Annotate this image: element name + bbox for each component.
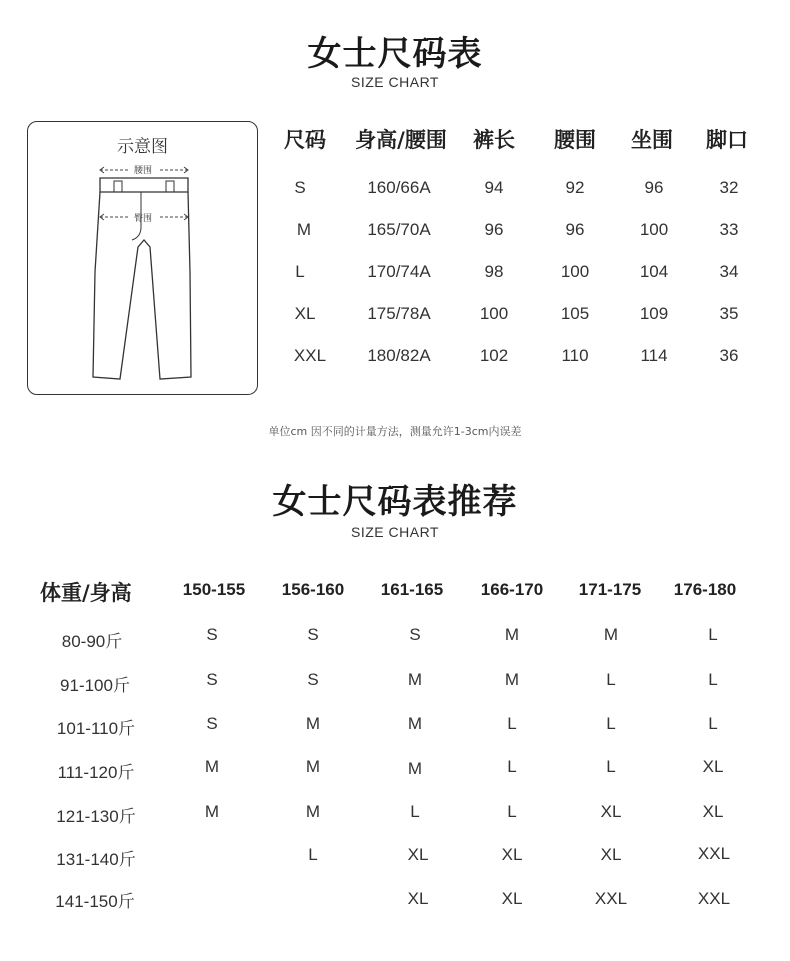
- rec-cell: L: [708, 714, 718, 733]
- cell-waist: 110: [561, 346, 589, 365]
- rec-cell: S: [206, 625, 218, 644]
- rec-cell: M: [204, 802, 220, 821]
- cell-size: L: [295, 262, 305, 281]
- weight-label: 111-120斤: [57, 763, 135, 782]
- rec-cell: L: [410, 802, 420, 821]
- rec-cell: S: [206, 714, 218, 733]
- rec-cell: S: [206, 670, 218, 689]
- rec-cell: S: [409, 625, 421, 644]
- hip-label: 臀围: [133, 214, 153, 224]
- rec-cell: M: [407, 759, 423, 778]
- cell-height-waist: 165/70A: [367, 220, 431, 239]
- cell-height-waist: 170/74A: [367, 262, 431, 281]
- cell-waist: 105: [560, 304, 590, 323]
- cell-hem: 34: [719, 262, 739, 281]
- weight-label: 101-110斤: [56, 719, 136, 738]
- cell-height-waist: 175/78A: [367, 304, 431, 323]
- rec-cell: XL: [501, 845, 523, 864]
- cell-waist: 92: [565, 178, 585, 197]
- recommendation-subtitle: SIZE CHART: [351, 524, 439, 540]
- size-chart-subtitle: SIZE CHART: [351, 74, 439, 90]
- rec-cell: L: [606, 714, 616, 733]
- rec-cell: XXL: [697, 889, 731, 908]
- rec-cell: L: [708, 670, 718, 689]
- rec-cell: M: [504, 625, 520, 644]
- cell-hem: 35: [719, 304, 739, 323]
- cell-size: XL: [294, 304, 316, 323]
- rec-cell: XL: [702, 757, 724, 776]
- cell-hip: 114: [640, 346, 668, 365]
- cell-waist: 96: [565, 220, 585, 239]
- cell-hip: 109: [639, 304, 669, 323]
- pants-diagram: [27, 121, 258, 395]
- weight-height-header: 体重/身高: [40, 581, 132, 605]
- rec-cell: XL: [702, 802, 724, 821]
- height-range-header: 171-175: [578, 580, 642, 599]
- rec-cell: M: [204, 757, 220, 776]
- rec-cell: M: [305, 714, 321, 733]
- rec-cell: M: [305, 802, 321, 821]
- cell-hip: 104: [639, 262, 669, 281]
- rec-cell: XXL: [697, 844, 731, 863]
- cell-pants-length: 96: [484, 220, 504, 239]
- weight-label: 141-150斤: [55, 892, 135, 911]
- height-range-header: 161-165: [380, 580, 444, 599]
- header-waist: 腰围: [554, 128, 596, 152]
- header-height-waist: 身高/腰围: [355, 128, 447, 152]
- rec-cell: XL: [407, 889, 429, 908]
- rec-cell: S: [307, 670, 319, 689]
- rec-cell: M: [504, 670, 520, 689]
- recommendation-title: 女士尺码表推荐: [272, 482, 518, 522]
- rec-cell: L: [308, 845, 318, 864]
- weight-label: 80-90斤: [61, 632, 123, 651]
- header-pants-length: 裤长: [473, 128, 515, 152]
- header-hem: 脚口: [706, 128, 748, 152]
- cell-pants-length: 98: [484, 262, 504, 281]
- rec-cell: L: [507, 714, 517, 733]
- rec-cell: L: [606, 757, 616, 776]
- cell-size: S: [294, 178, 306, 197]
- rec-cell: L: [507, 757, 517, 776]
- cell-pants-length: 100: [479, 304, 509, 323]
- pants-illustration: [28, 122, 259, 396]
- weight-label: 91-100斤: [60, 676, 130, 695]
- weight-label: 131-140斤: [56, 850, 136, 869]
- rec-cell: XL: [501, 889, 523, 908]
- rec-cell: S: [307, 625, 319, 644]
- cell-waist: 100: [560, 262, 590, 281]
- cell-height-waist: 180/82A: [367, 346, 431, 365]
- height-range-header: 150-155: [182, 580, 246, 599]
- rec-cell: L: [507, 802, 517, 821]
- rec-cell: L: [708, 625, 718, 644]
- cell-hem: 36: [719, 346, 739, 365]
- rec-cell: M: [305, 757, 321, 776]
- cell-pants-length: 94: [484, 178, 504, 197]
- header-hip: 坐围: [631, 128, 673, 152]
- cell-size: XXL: [293, 346, 327, 365]
- cell-size: M: [296, 220, 312, 239]
- height-range-header: 156-160: [281, 580, 345, 599]
- rec-cell: L: [606, 670, 616, 689]
- rec-cell: XL: [600, 802, 622, 821]
- height-range-header: 176-180: [673, 580, 737, 599]
- cell-hem: 32: [719, 178, 739, 197]
- size-chart-title: 女士尺码表: [307, 34, 483, 74]
- waist-label: 腰围: [133, 166, 153, 176]
- diagram-label: 示意图: [117, 137, 168, 157]
- rec-cell: M: [407, 670, 423, 689]
- measurement-note: 单位cm 因不同的计量方法，测量允许1-3cm内误差: [268, 425, 522, 438]
- cell-height-waist: 160/66A: [367, 178, 431, 197]
- cell-hip: 100: [639, 220, 669, 239]
- rec-cell: XL: [407, 845, 429, 864]
- rec-cell: XL: [600, 845, 622, 864]
- rec-cell: M: [603, 625, 619, 644]
- cell-hem: 33: [719, 220, 739, 239]
- cell-pants-length: 102: [479, 346, 509, 365]
- rec-cell: XXL: [594, 889, 628, 908]
- weight-label: 121-130斤: [56, 807, 136, 826]
- header-size: 尺码: [284, 128, 326, 152]
- cell-hip: 96: [644, 178, 664, 197]
- rec-cell: M: [407, 714, 423, 733]
- height-range-header: 166-170: [480, 580, 544, 599]
